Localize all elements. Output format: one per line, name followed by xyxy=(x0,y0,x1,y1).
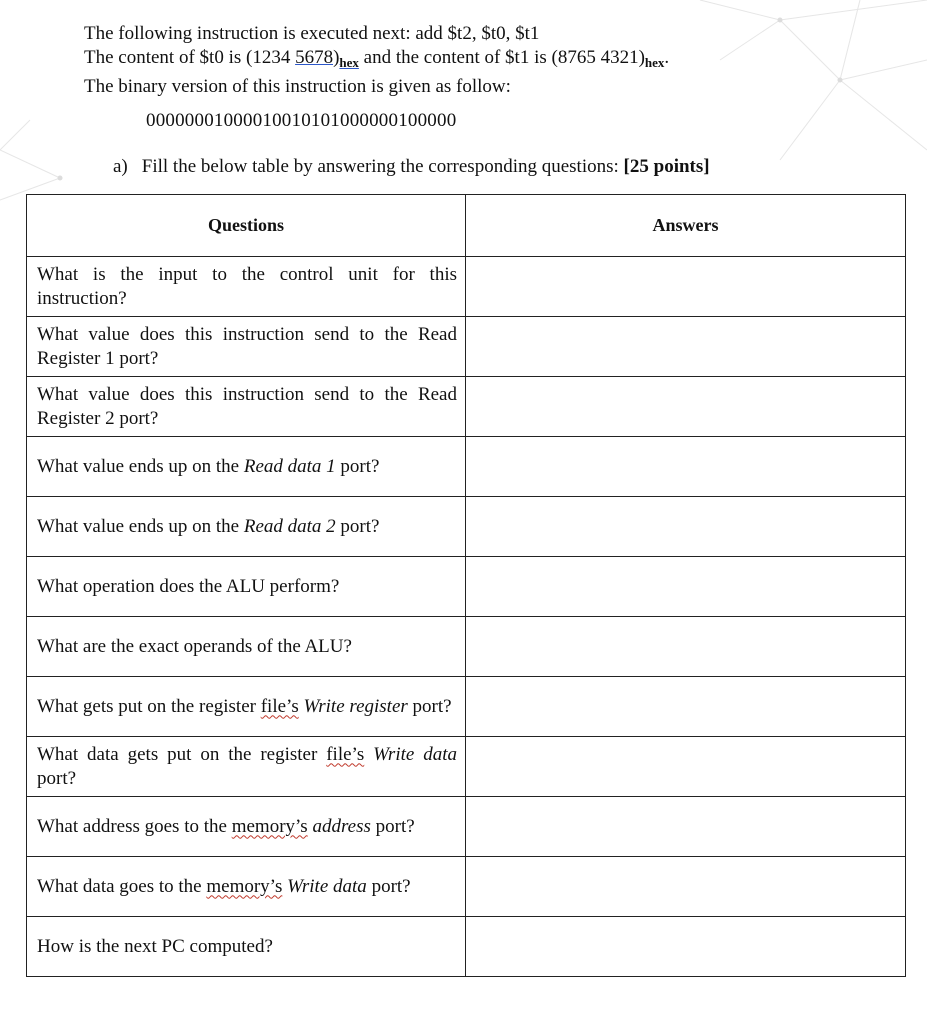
table-row xyxy=(27,857,906,917)
answer-cell[interactable] xyxy=(466,917,906,977)
part-a-points: [25 points] xyxy=(623,156,710,177)
answer-cell[interactable] xyxy=(466,617,906,677)
period: . xyxy=(664,47,670,68)
binary-intro-line: The binary version of this instruction is given as follow: xyxy=(84,76,511,97)
binary-instruction: 00000001000010010101000000100000 xyxy=(146,110,457,131)
question-text: port? xyxy=(335,515,380,537)
question-cell: What value does this instruction send to the Read Register 1 port? xyxy=(27,317,466,377)
table-row xyxy=(27,737,906,797)
question-text: What value ends up on the xyxy=(37,515,244,537)
answer-cell[interactable] xyxy=(466,557,906,617)
table-row xyxy=(27,557,906,617)
table-row xyxy=(27,917,906,977)
spellcheck-flagged-word: memory’s xyxy=(206,875,283,897)
part-a-heading xyxy=(113,156,710,178)
questions-header: Questions xyxy=(27,195,466,257)
table-row xyxy=(27,677,906,737)
spellcheck-flagged-word: file’s xyxy=(326,743,365,765)
part-a-label: a) xyxy=(113,156,128,177)
question-text: What address goes to the xyxy=(37,815,232,837)
t0-content-underlined: 5678) xyxy=(295,47,340,68)
question-cell xyxy=(27,737,466,797)
hex-subscript: hex xyxy=(644,55,665,70)
answer-cell[interactable] xyxy=(466,497,906,557)
answer-cell[interactable] xyxy=(466,437,906,497)
question-italic-term: Read data 2 xyxy=(243,515,336,537)
table-header-row xyxy=(27,195,906,257)
answer-cell[interactable] xyxy=(466,317,906,377)
problem-statement xyxy=(84,22,669,99)
question-text: port? xyxy=(370,815,415,837)
question-cell: What is the input to the control unit for this instruction? xyxy=(27,257,466,317)
answer-cell[interactable] xyxy=(466,257,906,317)
question-cell: How is the next PC computed? xyxy=(27,917,466,977)
answer-cell[interactable] xyxy=(466,737,906,797)
question-text: What gets put on the register xyxy=(37,695,261,717)
table-row xyxy=(27,257,906,317)
spellcheck-flagged-word: file’s xyxy=(260,695,299,717)
question-text: What data goes to the xyxy=(37,875,207,897)
question-cell xyxy=(27,437,466,497)
question-cell xyxy=(27,857,466,917)
question-italic-term: Write register xyxy=(298,695,408,717)
table-row xyxy=(27,377,906,437)
question-cell: What are the exact operands of the ALU? xyxy=(27,617,466,677)
answer-cell[interactable] xyxy=(466,377,906,437)
question-italic-term: Write data xyxy=(282,875,367,897)
question-italic-term: address xyxy=(307,815,371,837)
table-row xyxy=(27,617,906,677)
answer-cell[interactable] xyxy=(466,797,906,857)
part-a-text: Fill the below table by answering the corresponding questions: xyxy=(141,156,624,177)
t0-content-text: The content of $t0 is (1234 xyxy=(84,47,296,68)
question-text: What value ends up on the xyxy=(37,455,244,477)
table-row xyxy=(27,317,906,377)
table-row xyxy=(27,797,906,857)
table-row xyxy=(27,497,906,557)
question-text: port? xyxy=(335,455,380,477)
question-text: port? xyxy=(37,767,77,789)
question-cell xyxy=(27,797,466,857)
question-text: port? xyxy=(366,875,411,897)
table-row xyxy=(27,437,906,497)
answer-cell[interactable] xyxy=(466,677,906,737)
question-cell xyxy=(27,497,466,557)
hex-subscript: hex xyxy=(339,55,359,70)
question-cell: What operation does the ALU perform? xyxy=(27,557,466,617)
t1-content-text: and the content of $t1 is (8765 4321) xyxy=(358,47,645,68)
spellcheck-flagged-word: memory’s xyxy=(231,815,308,837)
answers-header: Answers xyxy=(466,195,906,257)
question-italic-term: Read data 1 xyxy=(243,455,336,477)
register-contents-line xyxy=(84,46,669,75)
question-cell xyxy=(27,677,466,737)
question-text: What data gets put on the register xyxy=(37,743,327,765)
question-cell: What value does this instruction send to the Read Register 2 port? xyxy=(27,377,466,437)
instruction-line: The following instruction is executed next: add $t2, $t0, $t1 xyxy=(84,23,540,44)
question-text: port? xyxy=(407,695,452,717)
answer-cell[interactable] xyxy=(466,857,906,917)
questions-table xyxy=(26,194,906,977)
question-italic-term: Write data xyxy=(364,743,457,765)
